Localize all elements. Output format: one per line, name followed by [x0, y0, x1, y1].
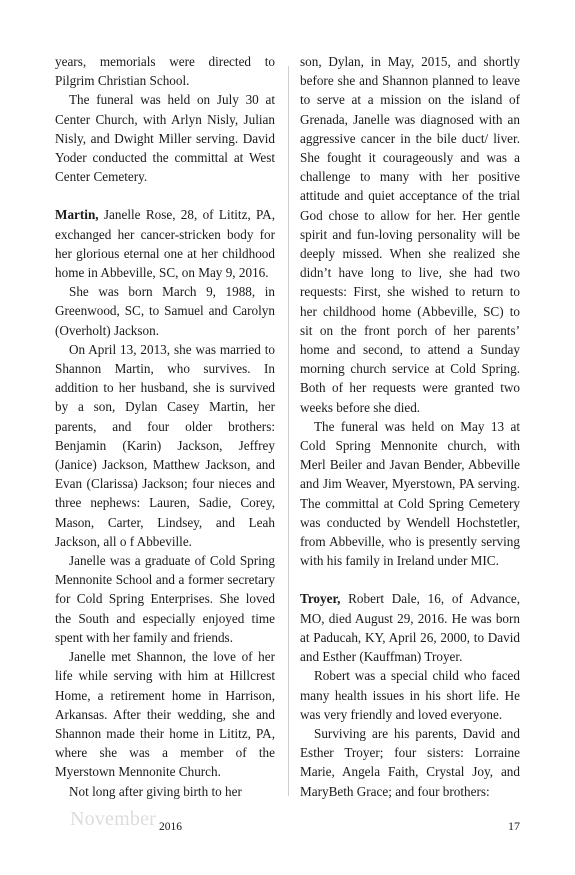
obituary-lead-text: Janelle Rose, 28, of Lititz, PA, exchanged her cancer-stricken body for her glorious eternal one at her childhood home in Abbeville, SC, on May 9, 2016.	[55, 207, 275, 281]
column-divider	[288, 66, 289, 796]
obituary-name: Martin,	[55, 207, 99, 223]
paragraph: Janelle met Shannon, the love of her life while serving with him at Hillcrest Home, a retirement home in Harrison, Arkansas. After their wedding, she and Shannon made their home in Lititz, PA, where she was a member of the Myerstown Mennonite Church.	[55, 649, 275, 780]
paragraph: Not long after giving birth to her	[69, 783, 242, 799]
left-column	[55, 52, 275, 801]
page-number: 17	[508, 819, 520, 833]
paragraph: She was born March 9, 1988, in Greenwood, SC, to Samuel and Carolyn (Overholt) Jackson.	[55, 284, 275, 338]
obituary-name: Troyer,	[300, 591, 341, 607]
footer-year: 2016	[159, 821, 182, 833]
paragraph: The funeral was held on July 30 at Center Church, with Arlyn Nisly, Julian Nisly, and Dwight Miller serving. David Yoder conducted the committal at West Center Cemetery.	[55, 92, 275, 185]
obituary-troyer-lead	[300, 589, 520, 666]
paragraph: On April 13, 2013, she was married to Shannon Martin, who survives. In addition to her husband, she is survived by a son, Dylan Casey Martin, her parents, and four older brothers: Benjamin (Karin) Jackson, Jeffrey (Janice) Jackson, Matthew Jackson, and Evan (Clarissa) Jackson; four nieces and three nephews: Lauren, Sadie, Corey, Mason, Carter, Lindsey, and Leah Jackson, all o f Abbeville.	[55, 341, 275, 549]
paragraph: years, memorials were directed to Pilgrim Christian School.	[55, 54, 275, 89]
paragraph: The funeral was held on May 13 at Cold Spring Mennonite church, with Merl Beiler and Javan Bender, Abbeville and Jim Weaver, Myerstown, PA serving. The committal at Cold Spring Cemetery was conducted by Wendell Hochstetler, from Abbeville, who is presently serving with his family in Ireland under MIC.	[300, 418, 520, 569]
paragraph: Surviving are his parents, David and Esther Troyer; four sisters: Lorraine Marie, Angela Faith, Crystal Joy, and MaryBeth Grace; and four brothers:	[300, 725, 520, 799]
paragraph: Robert was a special child who faced many health issues in his short life. He was very friendly and loved everyone.	[300, 668, 520, 722]
obituary-lead-text: Robert Dale, 16, of Advance, MO, died August 29, 2016. He was born at Paducah, KY, April 26, 2000, to David and Esther (Kauffman) Troyer.	[300, 591, 520, 665]
footer-month: November	[70, 808, 157, 830]
paragraph: son, Dylan, in May, 2015, and shortly before she and Shannon planned to leave to serve at a mission on the island of Grenada, Janelle was diagnosed with an aggressive cancer in the bile duct/ liver. She fought it courageously and was a challenge to many with her positive attitude and quiet acceptance of the trial God chose to allow for her. Her gentle spirit and fun-loving personality will be deeply missed. When she realized she didn’t have long to live, she had two requests: First, she wished to return to her childhood home (Abbeville, SC) to sit on the front porch of her parents’ home and second, to attend a Sunday morning church service at Cold Spring. Both of her requests were granted two weeks before she died.	[300, 54, 520, 415]
paragraph: Janelle was a graduate of Cold Spring Mennonite School and a former secretary for Cold Spring Enterprises. She loved the South and especially enjoyed time spent with her family and friends.	[55, 553, 275, 645]
obituary-martin-lead	[55, 205, 275, 282]
right-column	[300, 52, 520, 801]
